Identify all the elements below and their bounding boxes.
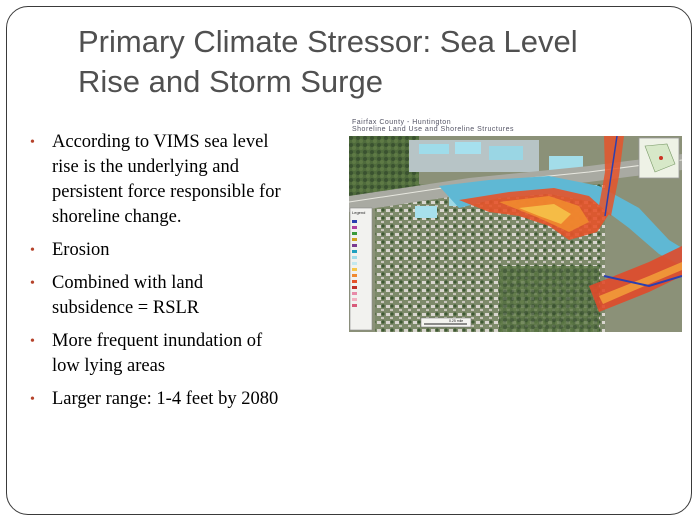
- scale-bar-label: 0.25 mile: [449, 319, 464, 323]
- building: [419, 144, 449, 154]
- wooded-area: [499, 266, 599, 332]
- bullet-text-line: shoreline change.: [52, 207, 182, 227]
- legend-swatches: [352, 220, 357, 307]
- bullet-text-line: rise is the underlying and: [52, 157, 240, 177]
- legend-title: Legend: [352, 210, 366, 215]
- building: [489, 146, 523, 160]
- legend-swatch: [352, 292, 357, 295]
- aerial-map-image: [349, 136, 682, 332]
- bullet-item: [28, 130, 328, 230]
- legend-swatch: [352, 280, 357, 283]
- bullet-text-line: low lying areas: [52, 356, 166, 376]
- bullet-icon: •: [30, 392, 35, 407]
- legend-swatch: [352, 268, 357, 271]
- inset-location-marker: [659, 156, 663, 160]
- bullet-text-line: More frequent inundation of: [52, 331, 263, 351]
- building: [455, 142, 481, 154]
- building: [415, 206, 437, 218]
- bullet-icon: •: [30, 334, 35, 349]
- bullet-text-line: persistent force responsible for: [52, 182, 281, 202]
- legend-swatch: [352, 262, 357, 265]
- legend-swatch: [352, 250, 357, 253]
- bullet-text-line: subsidence = RSLR: [52, 298, 200, 318]
- bullet-item: [28, 271, 328, 321]
- legend-swatch: [352, 244, 357, 247]
- scale-bar: [421, 318, 471, 327]
- title-line-1: Primary Climate Stressor: Sea Level: [78, 24, 578, 59]
- map-caption-line-1: Fairfax County - Huntington: [352, 119, 452, 126]
- legend-swatch: [352, 232, 357, 235]
- bullet-list: [28, 130, 328, 420]
- shoreline-map: [349, 119, 682, 333]
- legend-swatch: [352, 256, 357, 259]
- bullet-text-line: Combined with land: [52, 273, 204, 293]
- bullet-item: [28, 387, 328, 412]
- legend-swatch: [352, 226, 357, 229]
- bullet-icon: •: [30, 135, 35, 150]
- map-caption-line-2: Shoreline Land Use and Shoreline Structures: [352, 126, 514, 133]
- bullet-text-line: According to VIMS sea level: [52, 132, 269, 152]
- map-caption: [352, 119, 514, 133]
- title-line-2: Rise and Storm Surge: [78, 64, 383, 99]
- bullet-item: [28, 238, 328, 263]
- bullet-item: [28, 329, 328, 379]
- bullet-text-line: Erosion: [52, 240, 110, 260]
- legend-swatch: [352, 304, 357, 307]
- wooded-area: [349, 136, 419, 196]
- legend-swatch: [352, 238, 357, 241]
- bullet-icon: •: [30, 276, 35, 291]
- bullet-text-line: Larger range: 1-4 feet by 2080: [52, 389, 279, 409]
- legend-swatch: [352, 298, 357, 301]
- legend-swatch: [352, 220, 357, 223]
- slide-title: [78, 22, 658, 102]
- bullet-icon: •: [30, 243, 35, 258]
- legend-swatch: [352, 286, 357, 289]
- legend-swatch: [352, 274, 357, 277]
